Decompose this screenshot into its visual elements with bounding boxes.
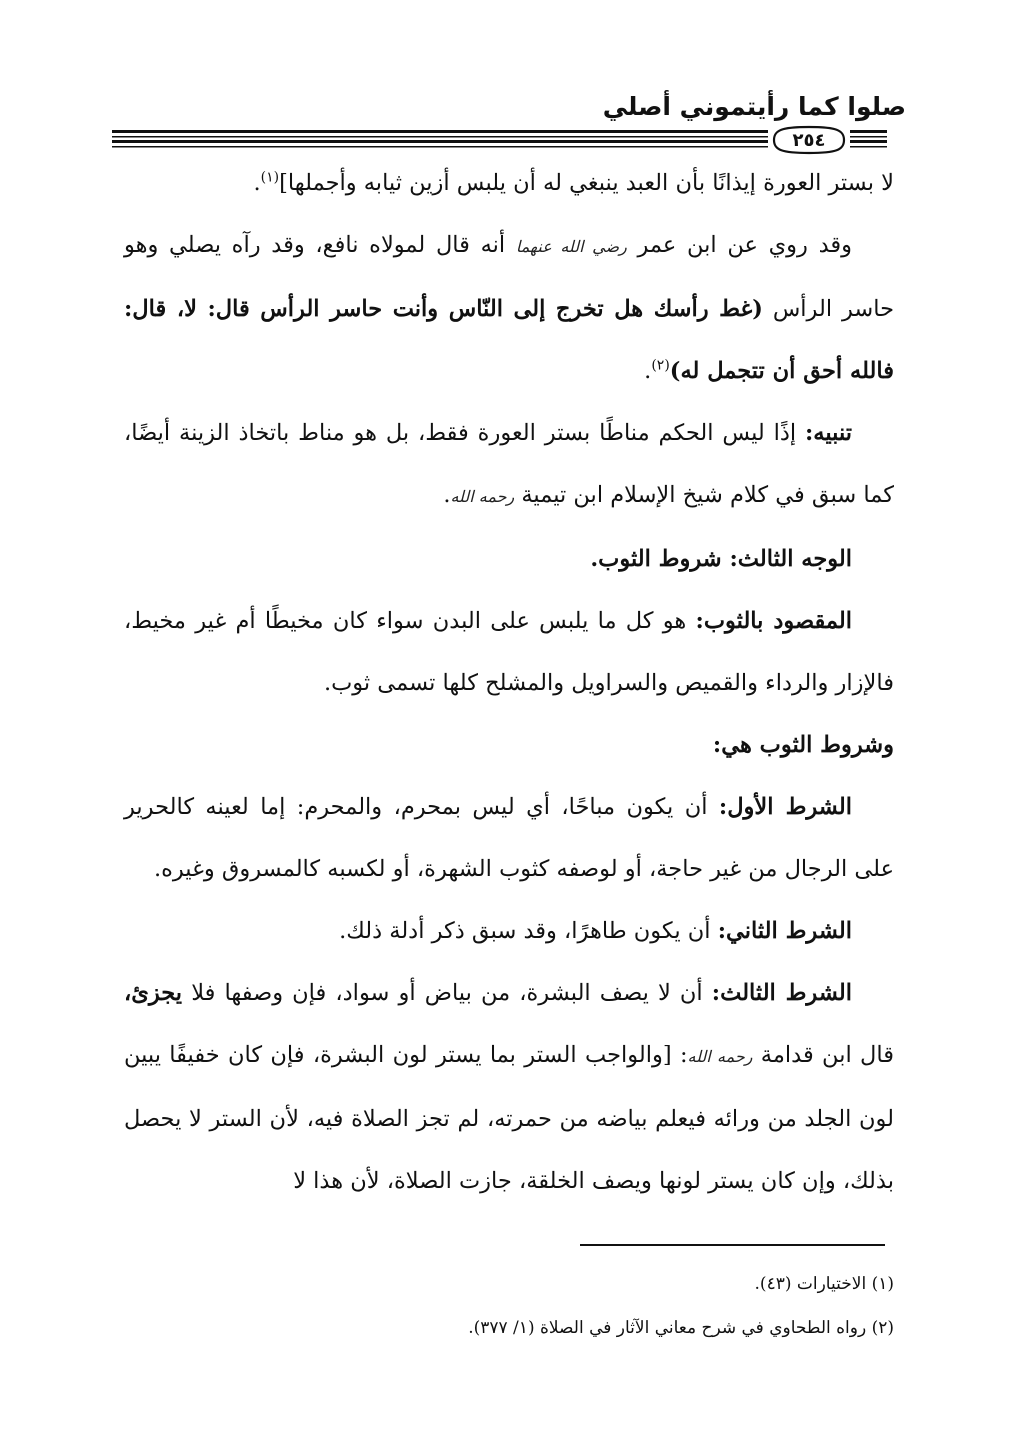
paragraph-8: الشرط الثاني: أن يكون طاهرًا، وقد سبق ذكر أدلة ذلك.	[339, 918, 852, 944]
paragraph-9: الشرط الثالث: أن لا يصف البشرة، من بياض أو سواد، فإن وصفها فلا يجزئ، قال ابن قدامة رحمه الله: [والواجب الستر بما يستر لون البشرة، فإن كان خفيفًا يبين لون الجلد من ورائه فيعلم بياضه من حمرته، لم تجز الصلاة فيه، لأن الستر لا يحصل بذلك، وإن كان يستر لونها ويصف الخلقة، جازت الصلاة، لأن هذا لا	[124, 980, 894, 1194]
footnote-1: (١) الاختيارات (٤٣).	[754, 1274, 894, 1294]
paragraph-3: تنبيه: إذًا ليس الحكم مناطًا بستر العورة فقط، بل هو مناط باتخاذ الزينة أيضًا، كما سبق في كلام شيخ الإسلام ابن تيمية رحمه الله.	[124, 420, 894, 508]
paragraph-5: المقصود بالثوب: هو كل ما يلبس على البدن سواء كان مخيطًا أم غير مخيط، فالإزار والرداء والقميص والسراويل والمشلح كلها تسمى ثوب.	[124, 608, 894, 696]
section-heading: الوجه الثالث: شروط الثوب.	[590, 546, 852, 572]
honorific-glyph: رضي الله عنهما	[515, 237, 627, 256]
paragraph-1: لا بستر العورة إيذانًا بأن العبد ينبغي له أن يلبس أزين ثيابه وأجملها]$^{(١)}$.	[253, 169, 894, 196]
footnote-separator	[580, 1244, 885, 1246]
paragraph-6: وشروط الثوب هي:	[712, 732, 894, 758]
honorific-glyph: رحمه الله	[687, 1047, 753, 1066]
page-number: ٢٥٤	[792, 129, 826, 151]
footnotes	[124, 1262, 894, 1350]
footnote-2: (٢) رواه الطحاوي في شرح معاني الآثار في الصلاة (١/ ٣٧٧).	[468, 1318, 894, 1338]
paragraph-7: الشرط الأول: أن يكون مباحًا، أي ليس بمحرم، والمحرم: إما لعينه كالحرير على الرجال من غير حاجة، أو لوصفه كثوب الشهرة، أو لكسبه كالمسروق وغيره.	[124, 794, 894, 882]
running-header-title: صلوا كما رأيتموني أصلي	[602, 92, 906, 121]
page-body	[124, 152, 894, 1212]
paragraph-2: وقد روي عن ابن عمر رضي الله عنهما أنه قال لمولاه نافع، وقد رآه يصلي وهو حاسر الرأس (غط رأسك هل تخرج إلى النّاس وأنت حاسر الرأس قال: لا، قال: فالله أحق أن تتجمل له)$^{(٢)}$.	[124, 232, 894, 384]
honorific-glyph: رحمه الله	[450, 487, 515, 506]
